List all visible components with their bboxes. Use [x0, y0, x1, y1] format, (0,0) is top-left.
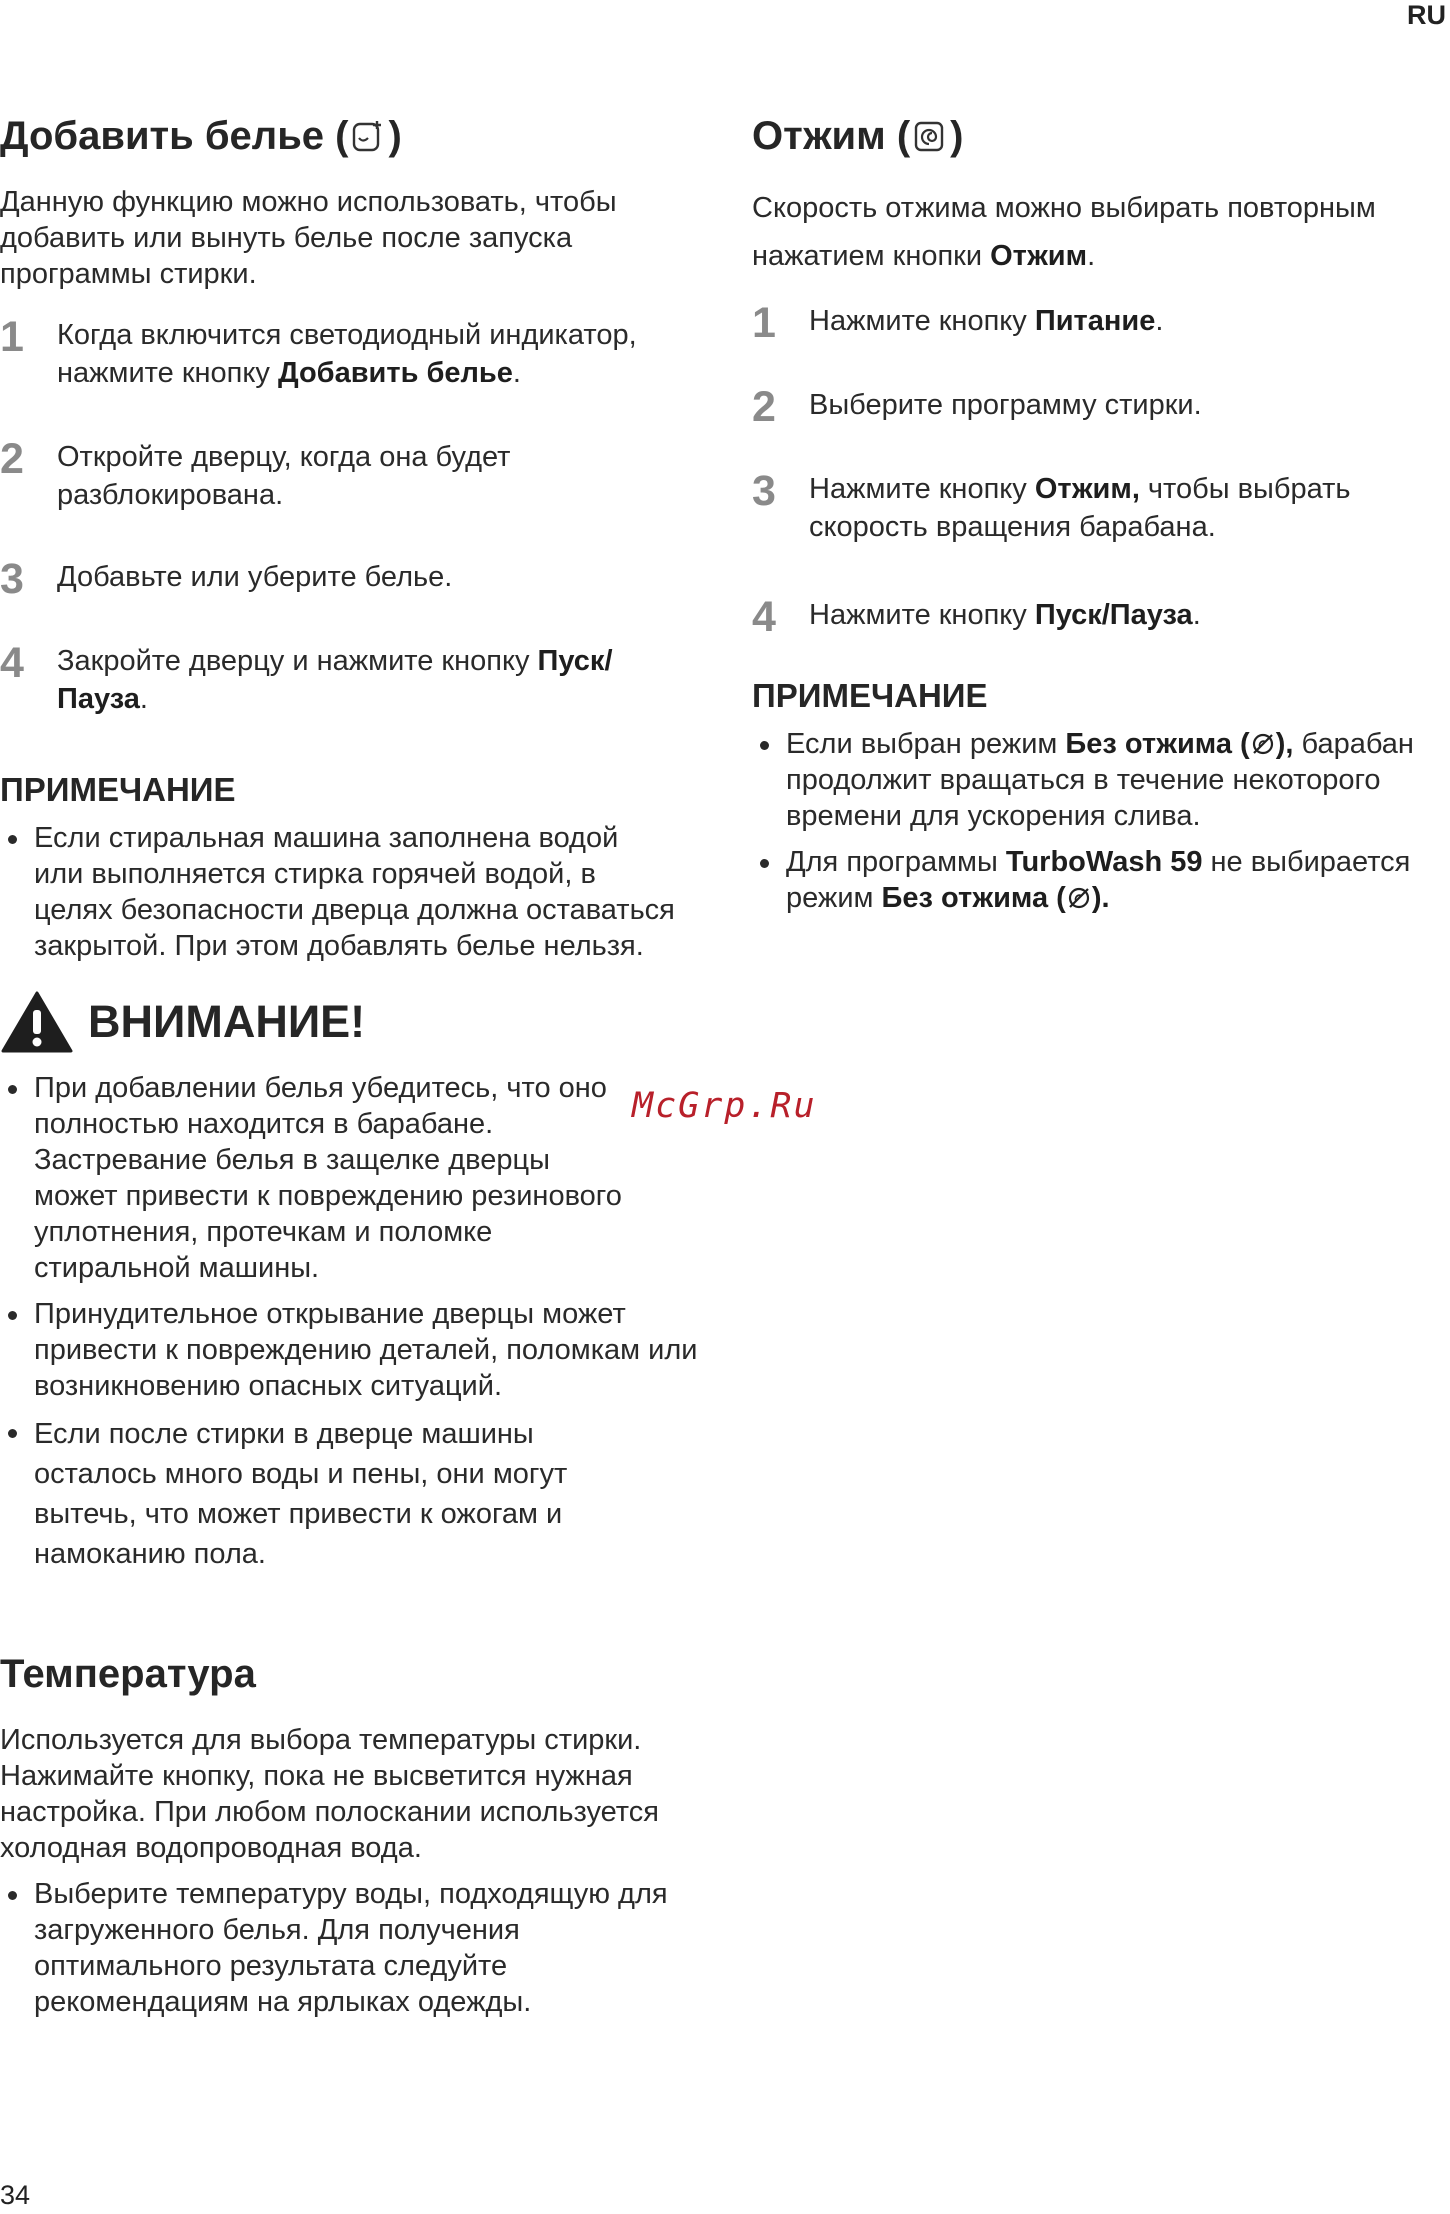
- note-list: [0, 820, 705, 964]
- note-title: ПРИМЕЧАНИЕ: [752, 677, 988, 714]
- spin-steps: [752, 299, 1442, 642]
- step-text: Добавьте или уберите белье.: [57, 561, 453, 593]
- step-bold: Добавить белье: [277, 357, 513, 389]
- no-spin-icon: [1066, 885, 1092, 911]
- note-text: Если выбран режим: [786, 728, 1066, 760]
- note-text: Для программы: [786, 846, 1006, 878]
- add-laundry-icon: [350, 118, 386, 154]
- spin-title-suffix: ): [950, 114, 964, 158]
- step-item: [752, 593, 1442, 642]
- add-laundry-title: [0, 110, 705, 162]
- add-laundry-title-suffix: ): [388, 114, 402, 158]
- temperature-intro: Используется для выбора температуры стирки. Нажимайте кнопку, пока не высветится нужная настройка. При любом полоскании используется холодная водопроводная вода.: [0, 1724, 659, 1864]
- warning-title-text: ВНИМАНИЕ!: [88, 996, 366, 1047]
- spin-icon: [912, 118, 948, 154]
- note-item: [752, 844, 1442, 916]
- step-text: Нажмите кнопку: [809, 599, 1035, 631]
- add-laundry-title-text: Добавить белье (: [0, 114, 349, 158]
- step-number: 4: [752, 593, 776, 641]
- page-number: 34: [0, 2180, 31, 2210]
- note-bold-after: ),: [1275, 728, 1294, 760]
- note-item: [752, 726, 1442, 834]
- step-text: Закройте дверцу и нажмите кнопку: [57, 645, 538, 677]
- step-item: [752, 467, 1442, 554]
- warning-item: При добавлении белья убедитесь, что оно полностью находится в барабане. Застревание белья в защелке дверцы может привести к повреждению резинового уплотнения, протечкам и поломке стиральной машины.: [0, 1070, 705, 1286]
- note-list: [752, 726, 1442, 916]
- note-item: Если стиральная машина заполнена водой или выполняется стирка горячей водой, в целях безопасности дверца должна оставаться закрытой. При этом добавлять белье нельзя.: [0, 820, 675, 964]
- warning-title: [0, 990, 705, 1054]
- spin-title: [752, 110, 1442, 162]
- step-bold: Пуск/Пауза: [1034, 599, 1193, 631]
- note-bold-after: ).: [1091, 882, 1110, 914]
- spin-intro-text: Скорость отжима можно выбирать повторным нажатием кнопки: [752, 192, 1376, 272]
- step-number: 3: [0, 555, 24, 603]
- spin-intro-bold: Отжим: [990, 240, 1088, 272]
- step-bold: Отжим,: [1034, 473, 1140, 505]
- add-laundry-steps: [0, 313, 705, 726]
- step-bold: Питание: [1034, 305, 1156, 337]
- warning-item: Принудительное открывание дверцы может привести к повреждению деталей, поломкам или возникновению опасных ситуаций.: [0, 1296, 705, 1404]
- temperature-item: Выберите температуру воды, подходящую для загруженного белья. Для получения оптимального результата следуйте рекомендациям на ярлыках одежды.: [0, 1876, 675, 2020]
- temperature-title: Температура: [0, 1652, 256, 1696]
- step-number: 4: [0, 639, 24, 687]
- step-text: Когда включится светодиодный индикатор, нажмите кнопку: [57, 319, 637, 389]
- step-after: .: [139, 683, 148, 715]
- step-after: .: [1155, 305, 1164, 337]
- step-after: .: [512, 357, 521, 389]
- spin-intro: [752, 184, 1442, 280]
- language-label: RU: [1407, 0, 1446, 30]
- right-column: [752, 110, 1442, 916]
- step-item: [752, 383, 1442, 432]
- step-number: 1: [0, 313, 24, 361]
- step-after: чтобы выбрать скорость вращения барабана.: [809, 473, 1351, 543]
- note-bold: Без отжима (: [881, 882, 1066, 914]
- no-spin-icon: [1250, 731, 1276, 757]
- step-item: [0, 313, 705, 400]
- warning-item: Если после стирки в дверце машины осталось много воды и пены, они могут вытечь, что может привести к ожогам и намоканию пола.: [0, 1414, 705, 1574]
- step-text: Откройте дверцу, когда она будет разблокирована.: [57, 441, 511, 511]
- temperature-list: [0, 1876, 705, 2020]
- note-bold: TurboWash 59: [1005, 846, 1203, 878]
- step-text: Нажмите кнопку: [809, 473, 1035, 505]
- watermark: McGrp.Ru: [632, 1086, 817, 1126]
- spin-title-text: Отжим (: [752, 114, 911, 158]
- step-item: [0, 555, 705, 604]
- step-text: Выберите программу стирки.: [809, 389, 1202, 421]
- spin-intro-after: .: [1087, 240, 1096, 272]
- warning-triangle-icon: [0, 990, 74, 1054]
- note-text-mid: не выбирается режим: [786, 846, 1411, 914]
- step-item: [752, 299, 1442, 348]
- step-item: [0, 639, 705, 726]
- note-text-rest: барабан продолжит вращаться в течение некоторого времени для ускорения слива.: [786, 728, 1414, 832]
- step-after: .: [1192, 599, 1201, 631]
- note-title: ПРИМЕЧАНИЕ: [0, 771, 236, 808]
- warning-list: [0, 1070, 705, 1574]
- step-number: 1: [752, 299, 776, 347]
- step-text: Нажмите кнопку: [809, 305, 1035, 337]
- step-bold: Пуск/ Пауза: [57, 645, 613, 715]
- add-laundry-intro: Данную функцию можно использовать, чтобы добавить или вынуть белье после запуска программы стирки.: [0, 186, 617, 290]
- step-number: 2: [752, 383, 776, 431]
- left-column: [0, 110, 705, 2020]
- step-item: [0, 435, 705, 522]
- step-number: 3: [752, 467, 776, 515]
- step-number: 2: [0, 435, 24, 483]
- note-bold: Без отжима (: [1065, 728, 1250, 760]
